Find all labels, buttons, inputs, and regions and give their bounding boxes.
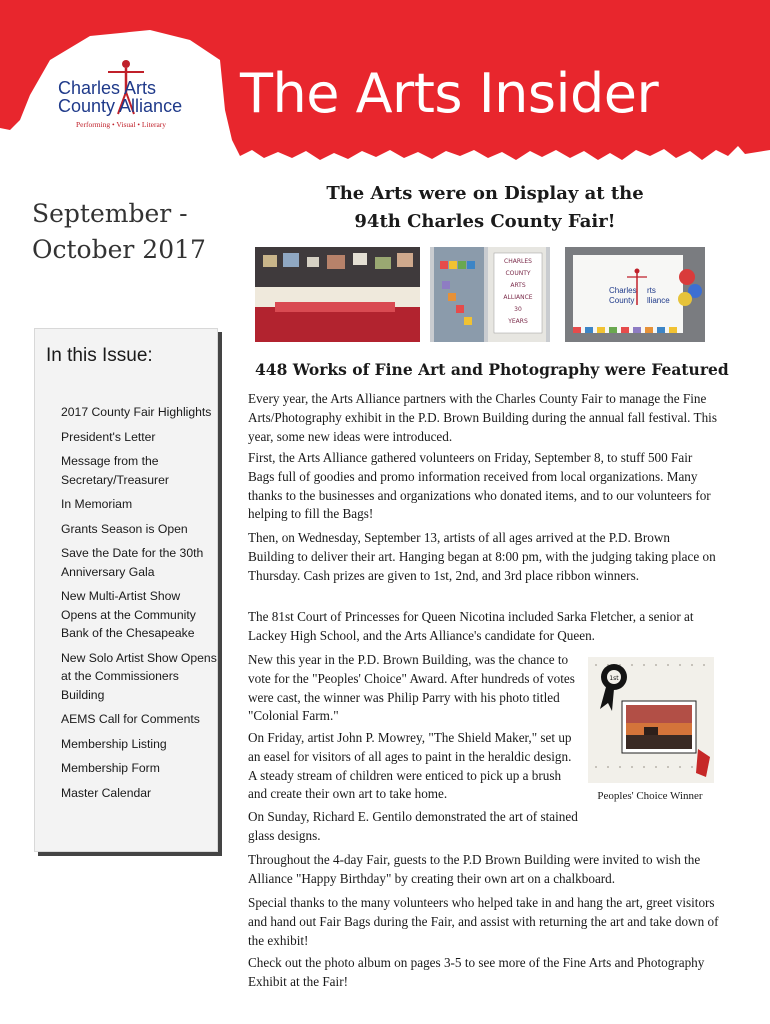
toc-item[interactable]: Save the Date for the 30th Anniversary Gala bbox=[61, 546, 204, 579]
toc-list bbox=[61, 403, 217, 808]
article-paragraph: On Friday, artist John P. Mowrey, "The Shield Maker," set up an easel for visitors of all ages to paint in the heraldic design. A steady stream of children were enticed to pick up a brush and create their own art to take home. bbox=[248, 730, 572, 802]
article-title: The Arts were on Display at the 94th Charles County Fair! bbox=[326, 183, 644, 232]
article-paragraph: Throughout the 4-day Fair, guests to the P.D Brown Building were invited to wish the Alliance "Happy Birthday" by creating their own art on a chalkboard. bbox=[248, 852, 701, 886]
article-subheading: 448 Works of Fine Art and Photography were Featured bbox=[255, 360, 729, 379]
svg-text:Charles: Charles bbox=[609, 286, 637, 295]
svg-text:ARTS: ARTS bbox=[510, 282, 526, 289]
svg-text:COUNTY: COUNTY bbox=[505, 270, 531, 277]
toc-item[interactable]: 2017 County Fair Highlights bbox=[61, 405, 212, 419]
toc-item[interactable]: AEMS Call for Comments bbox=[61, 712, 200, 726]
exhibit-photo bbox=[255, 247, 420, 342]
article-paragraph: Check out the photo album on pages 3-5 to see more of the Fine Arts and Photography Exhibit at the Fair! bbox=[248, 955, 705, 989]
logo-tagline: Performing • Visual • Literary bbox=[76, 120, 167, 129]
peoples-choice-photo bbox=[588, 657, 714, 783]
article-paragraph: New this year in the P.D. Brown Building, was the chance to vote for the "Peoples' Choice" Award. After hundreds of votes were cast, the winner was Philip Parry with his photo titled "Colonial Farm." bbox=[248, 652, 575, 724]
svg-text:1st: 1st bbox=[609, 675, 619, 682]
photo-caption: Peoples' Choice Winner bbox=[597, 790, 703, 802]
toc-heading: In this Issue: bbox=[46, 345, 153, 366]
alliance-sign-photo bbox=[565, 247, 705, 342]
birthday-door-photo bbox=[430, 247, 550, 342]
toc-item[interactable]: Master Calendar bbox=[61, 785, 152, 800]
toc-item[interactable]: New Multi-Artist Show Opens at the Community Bank of the Chesapeake bbox=[61, 589, 196, 640]
svg-text:rts: rts bbox=[647, 286, 656, 295]
article-paragraph: The 81st Court of Princesses for Queen Nicotina included Sarka Fletcher, a senior at Lackey High School, and the Arts Alliance's candidate for Queen. bbox=[248, 609, 694, 643]
svg-text:County: County bbox=[609, 296, 635, 305]
svg-text:ALLIANCE: ALLIANCE bbox=[503, 294, 533, 301]
svg-text:30: 30 bbox=[514, 306, 522, 313]
newsletter-title: The Arts Insider bbox=[240, 62, 659, 125]
svg-text:CHARLES: CHARLES bbox=[504, 258, 532, 265]
svg-text:YEARS: YEARS bbox=[508, 318, 528, 325]
toc-item[interactable]: New Solo Artist Show Opens at the Commissioners Building bbox=[61, 650, 217, 702]
toc-item[interactable]: President's Letter bbox=[61, 429, 156, 444]
article-paragraph: Every year, the Arts Alliance partners with the Charles County Fair to manage the Fine Arts/Photography exhibit in the P.D. Brown Building during the annual fall festival. This year, some new ideas were introduced. bbox=[248, 391, 717, 444]
toc-item[interactable]: Message from the Secretary/Treasurer bbox=[61, 454, 169, 487]
toc-item[interactable]: Grants Season is Open bbox=[61, 521, 188, 536]
toc-item[interactable]: Membership Form bbox=[61, 761, 160, 775]
toc-item[interactable]: In Memoriam bbox=[61, 497, 133, 511]
issue-date: September - October 2017 bbox=[32, 199, 206, 264]
toc-panel bbox=[34, 328, 218, 852]
article-paragraph: On Sunday, Richard E. Gentilo demonstrated the art of stained glass designs. bbox=[248, 809, 578, 843]
logo-line-2: County Alliance bbox=[58, 96, 183, 116]
article-paragraph: First, the Arts Alliance gathered volunteers on Friday, September 8, to stuff 500 Fair Bags full of goodies and promo information received from local organizations. Many thanks to the businesses and organizations who donated items, and to our volunteers for helping to fill the Bags! bbox=[248, 450, 711, 522]
toc-item[interactable]: Membership Listing bbox=[61, 736, 167, 751]
article-paragraph: Special thanks to the many volunteers who helped take in and hang the art, greet visitors and hand out Fair Bags during the Fair, and assist with returning the art and take down of the exhibit! bbox=[248, 895, 719, 948]
article-paragraph: Then, on Wednesday, September 13, artists of all ages arrived at the P.D. Brown Building to deliver their art. Hanging began at 8:00 pm, with the judging taking place on Thursday. Cash prizes are given to 1st, 2nd, and 3rd place ribbon winners. bbox=[248, 530, 716, 583]
logo-line-1: Charles Arts bbox=[58, 78, 157, 98]
svg-text:lliance: lliance bbox=[647, 296, 670, 305]
